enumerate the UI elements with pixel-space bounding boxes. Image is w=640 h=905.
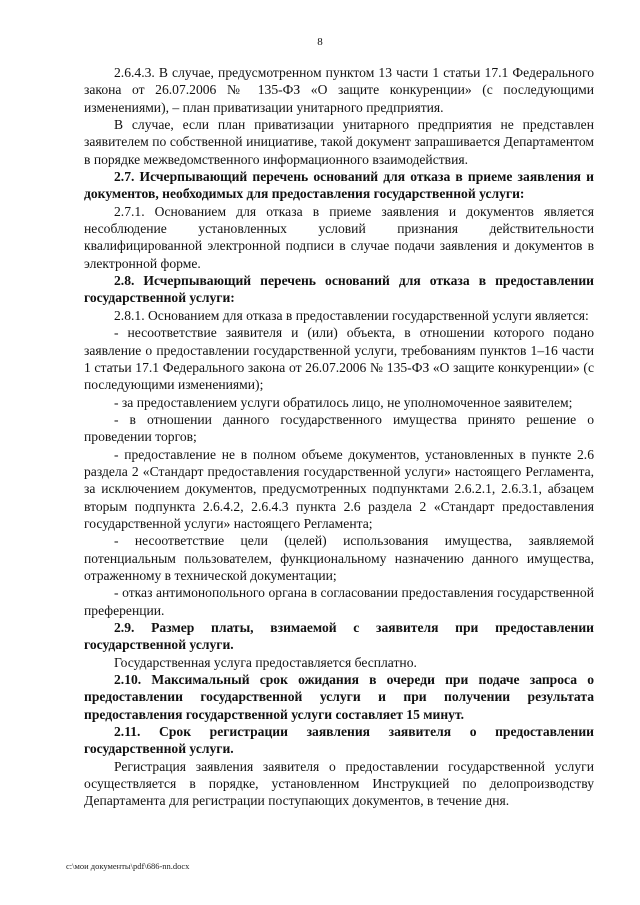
page-number: 8 [317,36,323,48]
document-body [84,64,594,810]
list-item-unauthorized-person: - за предоставлением услуги обратилось лицо, не уполномоченное заявителем; [114,394,573,410]
list-item-purpose-mismatch: - несоответствие цели (целей) использования имущества, заявляемой потенциальным пользователем, функциональному назначению данного имущества, отраженному в технической документации; [84,533,594,583]
list-item-incomplete-documents: - предоставление не в полном объеме документов, установленных в пункте 2.6 раздела 2 «Стандарт предоставления государственной услуги» настоящего Регламента, за исключением документов, предусмотренных подпунктами 2.6.2.1, 2.6.3.1, абзацем вторым подпункта 2.6.4.2, 2.6.4.3 пункта 2.6 раздела 2 «Стандарт предоставления государственной услуги» настоящего Регламента; [84,446,594,531]
paragraph-2-7-1: 2.7.1. Основанием для отказа в приеме заявления и документов является несоблюдение установленных условий признания действительности квалифицированной электронной подписи в случае подачи заявления и документов в электронной форме. [84,203,594,271]
paragraph-privatization-plan: В случае, если план приватизации унитарного предприятия не представлен заявителем по собственной инициативе, такой документ запрашивается Департаментом в порядке межведомственного информационного взаимодействия. [84,117,594,167]
heading-2-11: 2.11. Срок регистрации заявления заявителя о предоставлении государственной услуги. [84,724,594,757]
heading-2-8: 2.8. Исчерпывающий перечень оснований для отказа в предоставлении государственной услуги: [84,273,594,306]
paragraph-2-8-1: 2.8.1. Основанием для отказа в предоставлении государственной услуги является: [114,307,589,323]
list-item-applicant-mismatch: - несоответствие заявителя и (или) объекта, в отношении которого подано заявление о предоставлении государственной услуги, требованиям пунктов 1–16 части 1 статьи 17.1 Федерального закона от 26.07.2006 № 135-ФЗ «О защите конкуренции» (с последующими изменениями); [84,325,594,393]
list-item-auction-decision: - в отношении данного государственного имущества принято решение о проведении торгов; [84,411,594,445]
heading-2-9: 2.9. Размер платы, взимаемой с заявителя при предоставлении государственной услуги. [84,620,594,653]
paragraph-2-6-4-3: 2.6.4.3. В случае, предусмотренном пунктом 13 части 1 статьи 17.1 Федерального закона от 26.07.2006 № 135-ФЗ «О защите конкуренции» (с последующими изменениями), – план приватизации унитарного предприятия. [84,65,594,115]
paragraph-free-of-charge: Государственная услуга предоставляется бесплатно. [114,654,417,670]
paragraph-registration: Регистрация заявления заявителя о предоставлении государственной услуги осуществляется в порядке, установленном Инструкцией по делопроизводству Департамента для регистрации поступающих документов, в течение дня. [84,758,594,809]
footer-file-path: c:\мои документы\pdf\686-nn.docx [66,861,190,871]
heading-2-10: 2.10. Максимальный срок ожидания в очереди при подаче запроса о предоставлении государственной услуги и при получении результата предоставления государственной услуги составляет 15 минут. [84,672,594,722]
heading-2-7: 2.7. Исчерпывающий перечень оснований для отказа в приеме заявления и документов, необходимых для предоставления государственной услуги: [84,169,594,202]
list-item-antimonopoly-refusal: - отказ антимонопольного органа в согласовании предоставления государственной преференции. [84,585,594,618]
